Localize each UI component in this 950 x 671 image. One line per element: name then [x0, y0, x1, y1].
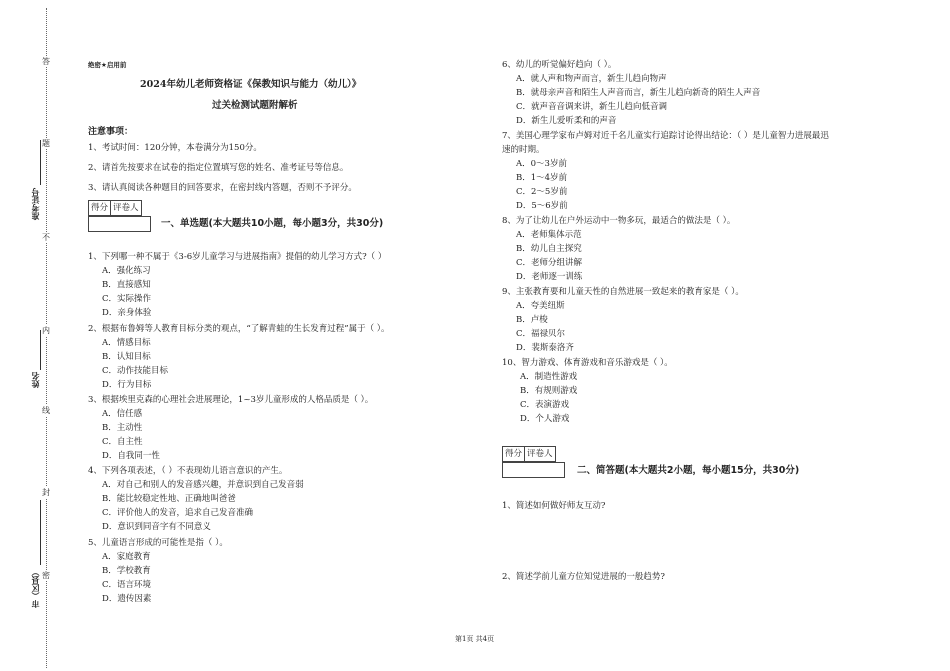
- question: 8、为了让幼儿在户外运动中一物多玩，最适合的做法是（ ）。: [502, 216, 736, 226]
- option[interactable]: D．5～6岁前: [516, 201, 568, 211]
- score-box-blank[interactable]: [502, 462, 565, 478]
- question: 1、下列哪一种不属于《3-6岁儿童学习与进展指南》提倡的幼儿学习方式?（ ）: [88, 252, 387, 262]
- grader-label: 评卷人: [113, 203, 139, 213]
- option[interactable]: C．老师分组讲解: [516, 258, 583, 268]
- option[interactable]: C．福禄贝尔: [516, 329, 566, 339]
- question: 6、幼儿的听觉偏好趋向（ ）。: [502, 60, 617, 70]
- district-label: 市（区县）: [31, 568, 40, 608]
- question: 2、根据布鲁姆等人教育目标分类的观点，“了解青蛙的生长发育过程”属于（ ）。: [88, 324, 390, 334]
- option[interactable]: B．主动性: [102, 423, 143, 433]
- option[interactable]: B．能比较稳定性地、正确地叫爸爸: [102, 494, 236, 504]
- section1-title: 一、单选题(本大题共10小题，每小题3分，共30分): [161, 218, 384, 229]
- option[interactable]: C．评价他人的发音，追求自己发音准确: [102, 508, 254, 518]
- option[interactable]: D．亲身体验: [102, 308, 152, 318]
- option[interactable]: B．就母亲声音和陌生人声音而言，新生儿趋向新奇的陌生人声音: [516, 88, 761, 98]
- question: 3、根据埃里克森的心理社会进展理论，1~3岁儿童形成的人格品质是（ ）。: [88, 395, 374, 405]
- name-field[interactable]: [40, 330, 41, 370]
- option[interactable]: A．0～3岁前: [516, 159, 567, 169]
- seal-char: 封: [42, 488, 50, 497]
- seal-char: 答: [42, 57, 50, 66]
- option[interactable]: D．意识到同音字有不同意义: [102, 522, 211, 532]
- option[interactable]: D．老师逐一训练: [516, 272, 583, 282]
- option[interactable]: A．老师集体示范: [516, 230, 582, 240]
- option[interactable]: B．1～4岁前: [516, 173, 568, 183]
- option[interactable]: C．动作技能目标: [102, 366, 169, 376]
- district-field[interactable]: [40, 500, 41, 565]
- option[interactable]: D．个人游戏: [520, 414, 570, 424]
- score-box: [88, 200, 142, 216]
- option[interactable]: B．认知目标: [102, 352, 151, 362]
- option[interactable]: B．卢梭: [516, 315, 548, 325]
- option[interactable]: A．强化练习: [102, 266, 151, 276]
- option[interactable]: A．信任感: [102, 409, 143, 419]
- seal-line: [46, 8, 47, 668]
- option[interactable]: C．实际操作: [102, 294, 152, 304]
- page-subtitle: 过关检测试题附解析: [212, 100, 298, 111]
- question: 9、主张教育要和儿童天性的自然进展一致起来的教育家是（ ）。: [502, 287, 744, 297]
- score-box: [502, 446, 556, 462]
- option[interactable]: C．自主性: [102, 437, 143, 447]
- secret-label: 绝密★启用前: [88, 61, 127, 69]
- option[interactable]: C．表演游戏: [520, 400, 570, 410]
- notice-heading: 注意事项：: [88, 127, 134, 137]
- option[interactable]: B．学校教育: [102, 566, 151, 576]
- seal-char: 线: [42, 406, 50, 415]
- option[interactable]: D．行为目标: [102, 380, 152, 390]
- option[interactable]: C．2～5岁前: [516, 187, 568, 197]
- question: 4、下列各项表述，（ ）不表现幼儿语言意识的产生。: [88, 466, 288, 476]
- score-label: 得分: [89, 201, 111, 215]
- option[interactable]: D．裴斯泰洛齐: [516, 343, 574, 353]
- option[interactable]: D．遗传因素: [102, 594, 152, 604]
- question-continued: 速的时期。: [502, 145, 545, 155]
- option[interactable]: A．就人声和物声而言，新生儿趋向物声: [516, 74, 667, 84]
- seal-char: 内: [42, 326, 50, 335]
- option[interactable]: A．对自己和别人的发音感兴趣，并意识到自己发音弱: [102, 480, 304, 490]
- option[interactable]: A．夸美纽斯: [516, 301, 565, 311]
- question: 7、美国心理学家布卢姆对近千名儿童实行追踪讨论得出结论：（ ）是儿童智力进展最迅: [502, 131, 829, 141]
- option[interactable]: B．幼儿自主探究: [516, 244, 582, 254]
- grader-label: 评卷人: [527, 449, 553, 459]
- name-label: 姓名: [31, 372, 40, 388]
- option[interactable]: A．制造性游戏: [520, 372, 578, 382]
- exam-number-field[interactable]: [40, 140, 41, 185]
- short-answer-question: 2、简述学前儿童方位知觉进展的一般趋势?: [502, 572, 665, 582]
- option[interactable]: A．情感目标: [102, 338, 151, 348]
- option[interactable]: D．新生儿爱听柔和的声音: [516, 116, 617, 126]
- option[interactable]: A．家庭教育: [102, 552, 151, 562]
- page-title: 2024年幼儿老师资格证《保教知识与能力（幼儿）》: [140, 79, 362, 90]
- notice-item: 3、请认真阅读各种题目的回答要求，在密封线内答题，否则不予评分。: [88, 183, 357, 193]
- option[interactable]: D．自我同一性: [102, 451, 160, 461]
- notice-item: 1、考试时间：120分钟，本卷满分为150分。: [88, 143, 262, 153]
- option[interactable]: B．有规则游戏: [520, 386, 578, 396]
- score-label: 得分: [503, 447, 525, 461]
- seal-char: 密: [42, 571, 50, 580]
- seal-char: 题: [42, 139, 50, 148]
- question: 10、智力游戏、体育游戏和音乐游戏是（ ）。: [502, 358, 673, 368]
- option[interactable]: C．就声音音调来讲，新生儿趋向低音调: [516, 102, 668, 112]
- question: 5、儿童语言形成的可能性是指（ ）。: [88, 538, 228, 548]
- notice-item: 2、请首先按要求在试卷的指定位置填写您的姓名、准考证号等信息。: [88, 163, 349, 173]
- exam-number-label: 准考证号: [31, 188, 40, 220]
- page-number: 第1页 共4页: [455, 635, 495, 643]
- seal-char: 不: [42, 233, 50, 242]
- option[interactable]: C．语言环境: [102, 580, 152, 590]
- short-answer-question: 1、简述如何做好师友互动?: [502, 501, 606, 511]
- score-box-blank[interactable]: [88, 216, 151, 232]
- option[interactable]: B．直接感知: [102, 280, 151, 290]
- section2-title: 二、简答题(本大题共2小题，每小题15分，共30分): [577, 465, 800, 476]
